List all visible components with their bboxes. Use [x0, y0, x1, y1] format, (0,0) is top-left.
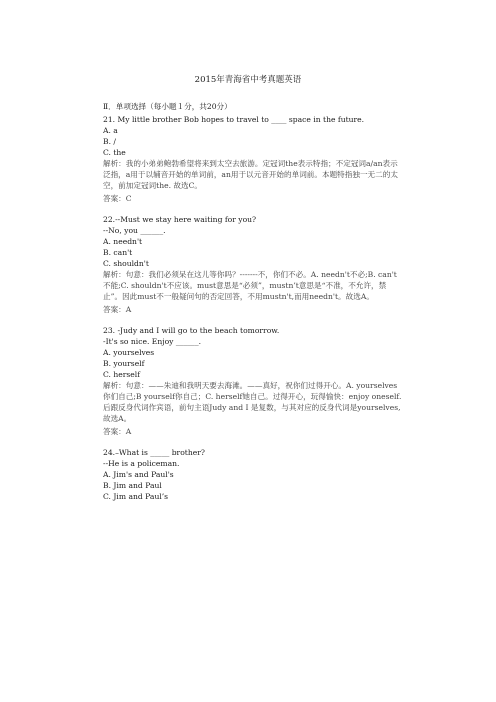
- explanation: 解析：句意：我们必须呆在这儿等你吗？-------不，你们不必。A. needn't不必;B. can't不能;C. shouldn't不应该。must意思是“必须”，mustn’t意思是“不准，不允许，禁止”。因此must不一般疑问句的否定回答，不用mustn't,而用needn't。故选A。: [103, 270, 397, 301]
- section-header: Ⅱ．单项选择（每小题１分，共20分）: [103, 102, 232, 111]
- question-stem: 21. My little brother Bob hopes to travel to ____ space in the future.: [103, 115, 365, 124]
- option-b: B. can't: [103, 248, 133, 257]
- question-stem: 24.–What is _____ brother?: [103, 448, 205, 457]
- option-c: C. the: [103, 148, 126, 157]
- question-stem-line-2: --No, you ______.: [103, 226, 166, 235]
- document-body: [103, 101, 403, 502]
- explanation: 解析：句意：——朱迪和我明天要去海滩。——真好，祝你们过得开心。A. yourselves你们自己;B yourself你自己；C. herself她自己。过得开心，玩得愉快：enjoy oneself.后跟反身代词作宾语，前句主语Judy and I 是复数，与其对应的反身代词是yourselves,故选A。: [103, 381, 402, 423]
- option-b: B. Jim and Paul: [103, 481, 162, 490]
- answer: 答案：C: [103, 194, 132, 203]
- option-b: B. /: [103, 137, 116, 146]
- option-c: C. herself: [103, 370, 141, 379]
- document-title: 2015年青海省中考真题英语: [194, 75, 302, 85]
- explanation: 解析：我的小弟弟鲍勃希望将来到太空去旅游。定冠词the表示特指；不定冠词a/an表示泛指，a用于以辅音开始的单词前，an用于以元音开始的单词前。本题特指独一无二的太空，前加定冠词the. 故选C。: [103, 159, 398, 190]
- option-a: A. Jim's and Paul's: [103, 470, 174, 479]
- answer: 答案：A: [103, 427, 132, 436]
- option-b: B. yourself: [103, 359, 145, 368]
- answer: 答案：A: [103, 305, 132, 314]
- question-21: [103, 114, 403, 204]
- option-c: C. shouldn't: [103, 259, 149, 268]
- question-23: [103, 325, 403, 437]
- question-stem: 22.--Must we stay here waiting for you?: [103, 215, 257, 224]
- question-stem-line-2: -It's so nice. Enjoy ______.: [103, 337, 202, 346]
- question-stem-line-2: --He is a policeman.: [103, 459, 180, 468]
- question-22: [103, 214, 403, 315]
- question-24: [103, 447, 403, 502]
- option-a: A. needn't: [103, 237, 143, 246]
- option-a: A. yourselves: [103, 348, 155, 357]
- option-c: C. Jim and Paul’s: [103, 492, 169, 501]
- option-a: A. a: [103, 126, 118, 135]
- question-stem: 23. -Judy and I will go to the beach tomorrow.: [103, 326, 280, 335]
